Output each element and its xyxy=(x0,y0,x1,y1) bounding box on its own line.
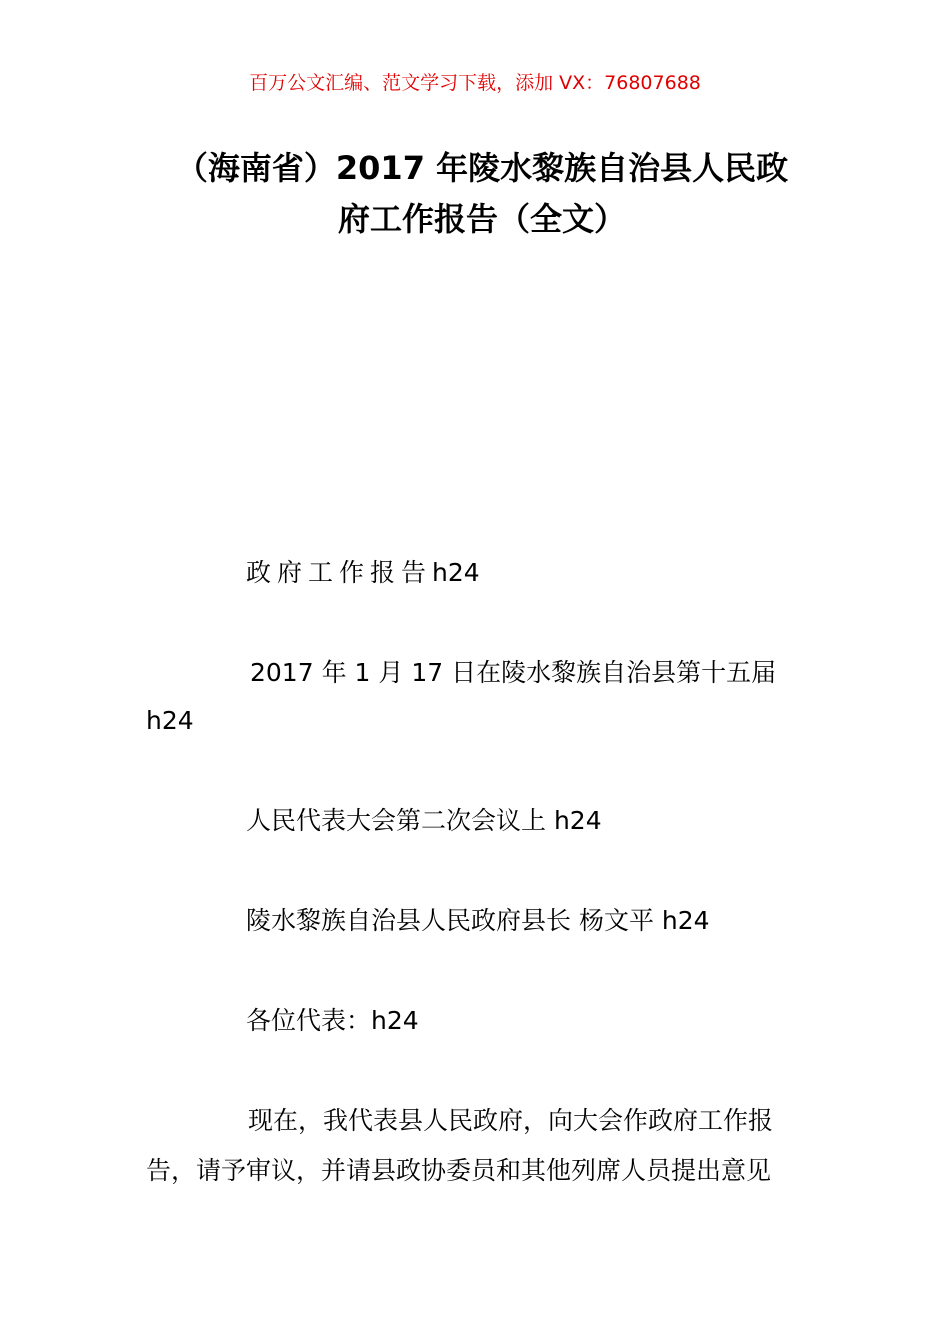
intro-paragraph-line-2: 告，请予审议，并请县政协委员和其他列席人员提出意见 xyxy=(146,1156,772,1185)
report-heading-line xyxy=(246,560,480,585)
date-line-2: h24 xyxy=(146,706,194,735)
date-line-1: 2017 年 1 月 17 日在陵水黎族自治县第十五届 xyxy=(250,658,777,687)
greeting-line: 各位代表：h24 xyxy=(246,1006,419,1035)
header-note: 百万公文汇编、范文学习下载，添加 VX：76807688 xyxy=(249,72,701,94)
report-heading: 政府工作报告 xyxy=(246,558,433,587)
speaker-line: 陵水黎族自治县人民政府县长 杨文平 h24 xyxy=(246,906,710,935)
document-title-line-1: （海南省）2017 年陵水黎族自治县人民政 xyxy=(175,149,789,187)
intro-paragraph-line-1: 现在，我代表县人民政府，向大会作政府工作报 xyxy=(248,1106,774,1135)
meeting-line: 人民代表大会第二次会议上 h24 xyxy=(246,806,602,835)
document-title-line-2: 府工作报告（全文） xyxy=(337,200,626,238)
report-heading-tag: h24 xyxy=(432,558,480,587)
